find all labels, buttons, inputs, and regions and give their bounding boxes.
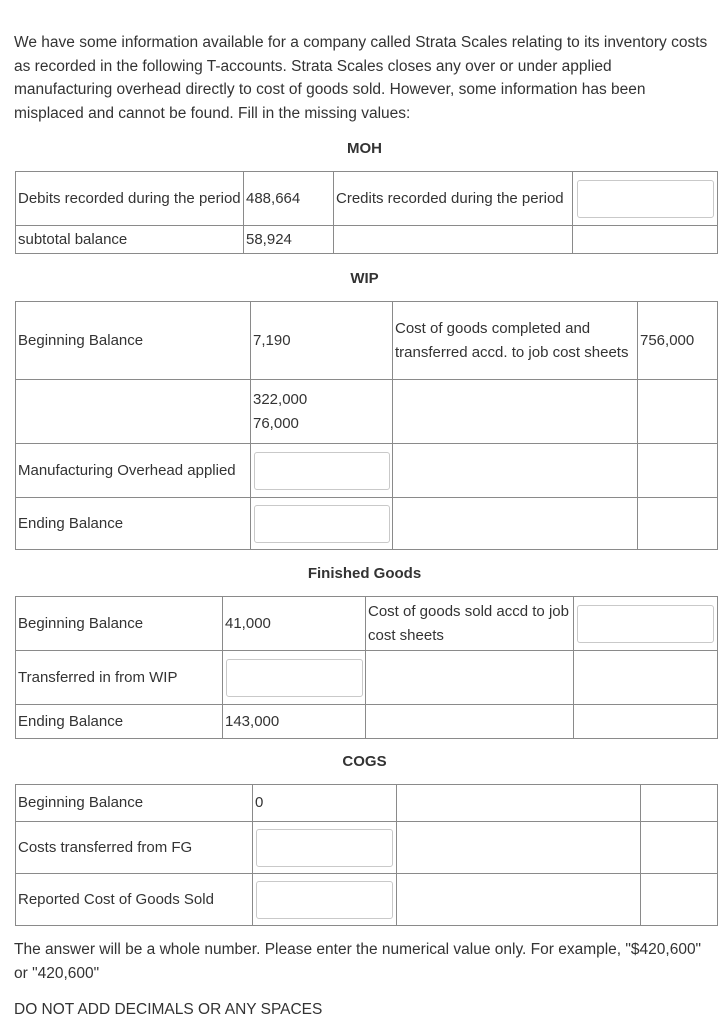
- wip-empty-cell: [638, 498, 718, 550]
- fg-empty-cell: [366, 651, 574, 705]
- wip-ending-label: Ending Balance: [16, 498, 251, 550]
- wip-empty-cell: [16, 380, 251, 444]
- cogs-reported-input[interactable]: [256, 881, 393, 919]
- moh-credits-label: Credits recorded during the period: [334, 172, 573, 226]
- cogs-empty-cell: [397, 785, 641, 822]
- fg-transferred-label: Transferred in from WIP: [16, 651, 223, 705]
- wip-empty-cell: [638, 444, 718, 498]
- moh-subtotal-value: 58,924: [244, 226, 334, 254]
- moh-debits-value: 488,664: [244, 172, 334, 226]
- cogs-reported-label: Reported Cost of Goods Sold: [16, 874, 253, 926]
- fg-title: Finished Goods: [307, 565, 422, 582]
- wip-moh-applied-label: Manufacturing Overhead applied: [16, 444, 251, 498]
- cogs-beginning-value: 0: [253, 785, 397, 822]
- wip-value-a: 322,000: [253, 390, 308, 408]
- wip-empty-cell: [393, 498, 638, 550]
- footer: [14, 938, 719, 1034]
- moh-empty-cell: [334, 226, 573, 254]
- wip-title: WIP: [350, 270, 379, 287]
- fg-empty-cell: [574, 651, 718, 705]
- wip-beginning-value: 7,190: [251, 302, 393, 380]
- fg-transferred-input[interactable]: [226, 659, 363, 697]
- cogs-transferred-input[interactable]: [256, 829, 393, 867]
- cogs-empty-cell: [641, 785, 718, 822]
- cogs-transferred-label: Costs transferred from FG: [16, 822, 253, 874]
- fg-cogs-label: Cost of goods sold accd to job cost sheets: [366, 597, 574, 651]
- cogs-empty-cell: [397, 874, 641, 926]
- cogs-t-account: [15, 784, 718, 926]
- moh-t-account: [15, 171, 718, 254]
- wip-moh-applied-input[interactable]: [254, 452, 390, 490]
- intro-text: We have some information available for a company called Strata Scales relating to its inventory costs as recorded in the following T-accounts. Strata Scales closes any over or under applied manufacturing overhead directly to cost of goods sold. However, some information has been misplaced and cannot be found. Fill in the missing values:: [14, 34, 708, 122]
- cogs-empty-cell: [641, 874, 718, 926]
- wip-t-account: [15, 301, 718, 550]
- fg-empty-cell: [574, 705, 718, 739]
- cogs-title: COGS: [342, 753, 387, 770]
- wip-value-b: 76,000: [253, 414, 299, 432]
- fg-beginning-value: 41,000: [223, 597, 366, 651]
- fg-beginning-label: Beginning Balance: [16, 597, 223, 651]
- cogs-beginning-label: Beginning Balance: [16, 785, 253, 822]
- cogs-empty-cell: [397, 822, 641, 874]
- footer-warning: DO NOT ADD DECIMALS OR ANY SPACES: [14, 1001, 323, 1018]
- wip-empty-cell: [638, 380, 718, 444]
- moh-credits-input[interactable]: [577, 180, 714, 218]
- fg-empty-cell: [366, 705, 574, 739]
- fg-t-account: [15, 596, 718, 739]
- moh-subtotal-label: subtotal balance: [16, 226, 244, 254]
- moh-debits-label: Debits recorded during the period: [16, 172, 244, 226]
- wip-ending-input[interactable]: [254, 505, 390, 543]
- moh-title: MOH: [347, 140, 382, 157]
- moh-empty-cell: [573, 226, 718, 254]
- wip-empty-cell: [393, 380, 638, 444]
- wip-beginning-label: Beginning Balance: [16, 302, 251, 380]
- cogs-empty-cell: [641, 822, 718, 874]
- fg-ending-value: 143,000: [223, 705, 366, 739]
- wip-empty-cell: [393, 444, 638, 498]
- fg-cogs-input[interactable]: [577, 605, 714, 643]
- footer-instruction: The answer will be a whole number. Please enter the numerical value only. For example, "$420,600" or "420,600": [14, 941, 702, 982]
- wip-completed-value: 756,000: [638, 302, 718, 380]
- wip-completed-label: Cost of goods completed and transferred accd. to job cost sheets: [393, 302, 638, 380]
- fg-ending-label: Ending Balance: [16, 705, 223, 739]
